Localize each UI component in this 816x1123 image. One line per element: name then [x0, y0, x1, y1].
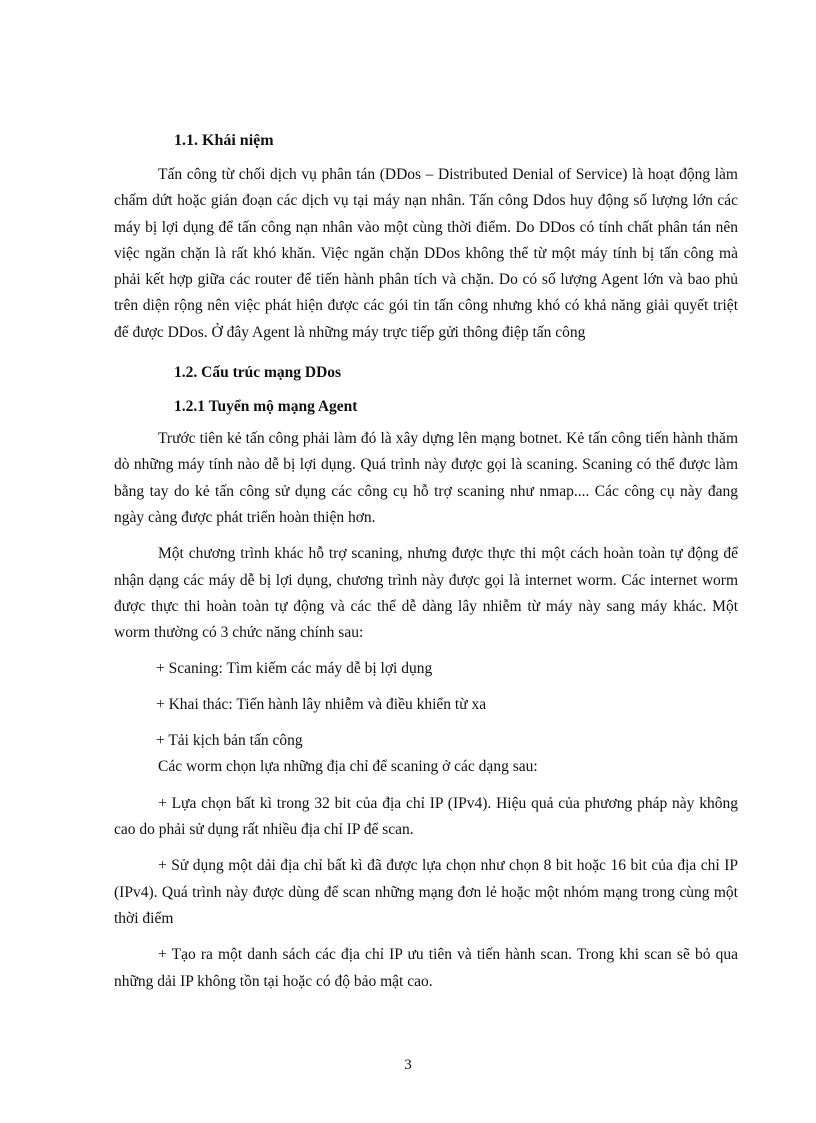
paragraph-botnet: Trước tiên kẻ tấn công phải làm đó là xây dựng lên mạng botnet. Kẻ tấn công tiến hành thăm dò những máy tính nào dễ bị lợi dụng. Quá trình này được gọi là scaning. Scaning có thể được làm bằng tay do kẻ tấn công sử dụng các công cụ hỗ trợ scaning như nmap.... Các công cụ này đang ngày càng được phát triển hoàn thiện hơn. [114, 430, 738, 526]
heading-1-2: 1.2. Cấu trúc mạng DDos [174, 364, 342, 382]
paragraph-address-selection: Các worm chọn lựa những địa chỉ để scaning ở các dạng sau: [158, 758, 538, 776]
list-item-address-method: + Tạo ra một danh sách các địa chỉ IP ưu tiên và tiến hành scan. Trong khi scan sẽ bỏ qua những dải IP không tồn tại hoặc có độ bảo mật cao. [114, 946, 738, 990]
heading-1-2-1: 1.2.1 Tuyển mộ mạng Agent [174, 398, 358, 416]
heading-1-1: 1.1. Khái niệm [174, 132, 274, 149]
list-item-worm-function: + Khai thác: Tiến hành lây nhiễm và điều khiển từ xa [156, 696, 487, 714]
page-number: 3 [404, 1057, 412, 1073]
paragraph-khai-niem: Tấn công từ chối dịch vụ phân tán (DDos – Distributed Denial of Service) là hoạt động làm chấm dứt hoặc gián đoạn các dịch vụ tại máy nạn nhân. Tấn công Ddos huy động số lượng lớn các máy bị lợi dụng để tấn công nạn nhân vào một cùng thời điểm. Do DDos có tính chất phân tán nên việc ngăn chặn là rất khó khăn. Việc ngăn chặn DDos không thể từ một máy tính bị tấn công mà phải kết hợp giữa các router để tiến hành phân tích và chặn. Do có số lượng Agent lớn và bao phủ trên diện rộng nên việc phát hiện được các gói tin tấn công nhưng khó có khả năng giải quyết triệt để được DDos. Ở đây Agent là những máy trực tiếp gửi thông điệp tấn công [114, 166, 738, 341]
page-content [114, 128, 738, 995]
list-item-worm-function: + Scaning: Tìm kiếm các máy dễ bị lợi dụng [156, 660, 433, 678]
list-item-address-method: + Lựa chọn bất kì trong 32 bit của địa chỉ IP (IPv4). Hiệu quả của phương pháp này không cao do phải sử dụng rất nhiều địa chỉ IP để scan. [114, 794, 738, 839]
list-item-address-method: + Sử dụng một dải địa chỉ bất kì đã được lựa chọn như chọn 8 bit hoặc 16 bit của địa chỉ IP (IPv4). Quá trình này được dùng để scan những mạng đơn lẻ hoặc một nhóm mạng trong cùng một thời điểm [114, 857, 738, 927]
paragraph-internet-worm: Một chương trình khác hỗ trợ scaning, nhưng được thực thi một cách hoàn toàn tự động để nhận dạng các máy dễ bị lợi dụng, chương trình này được gọi là internet worm. Các internet worm được thực thi hoàn toàn tự động và các thể dễ dàng lây nhiễm từ máy này sang máy khác. Một worm thường có 3 chức năng chính sau: [114, 545, 738, 642]
list-item-worm-function: + Tải kịch bản tấn công [156, 732, 303, 750]
